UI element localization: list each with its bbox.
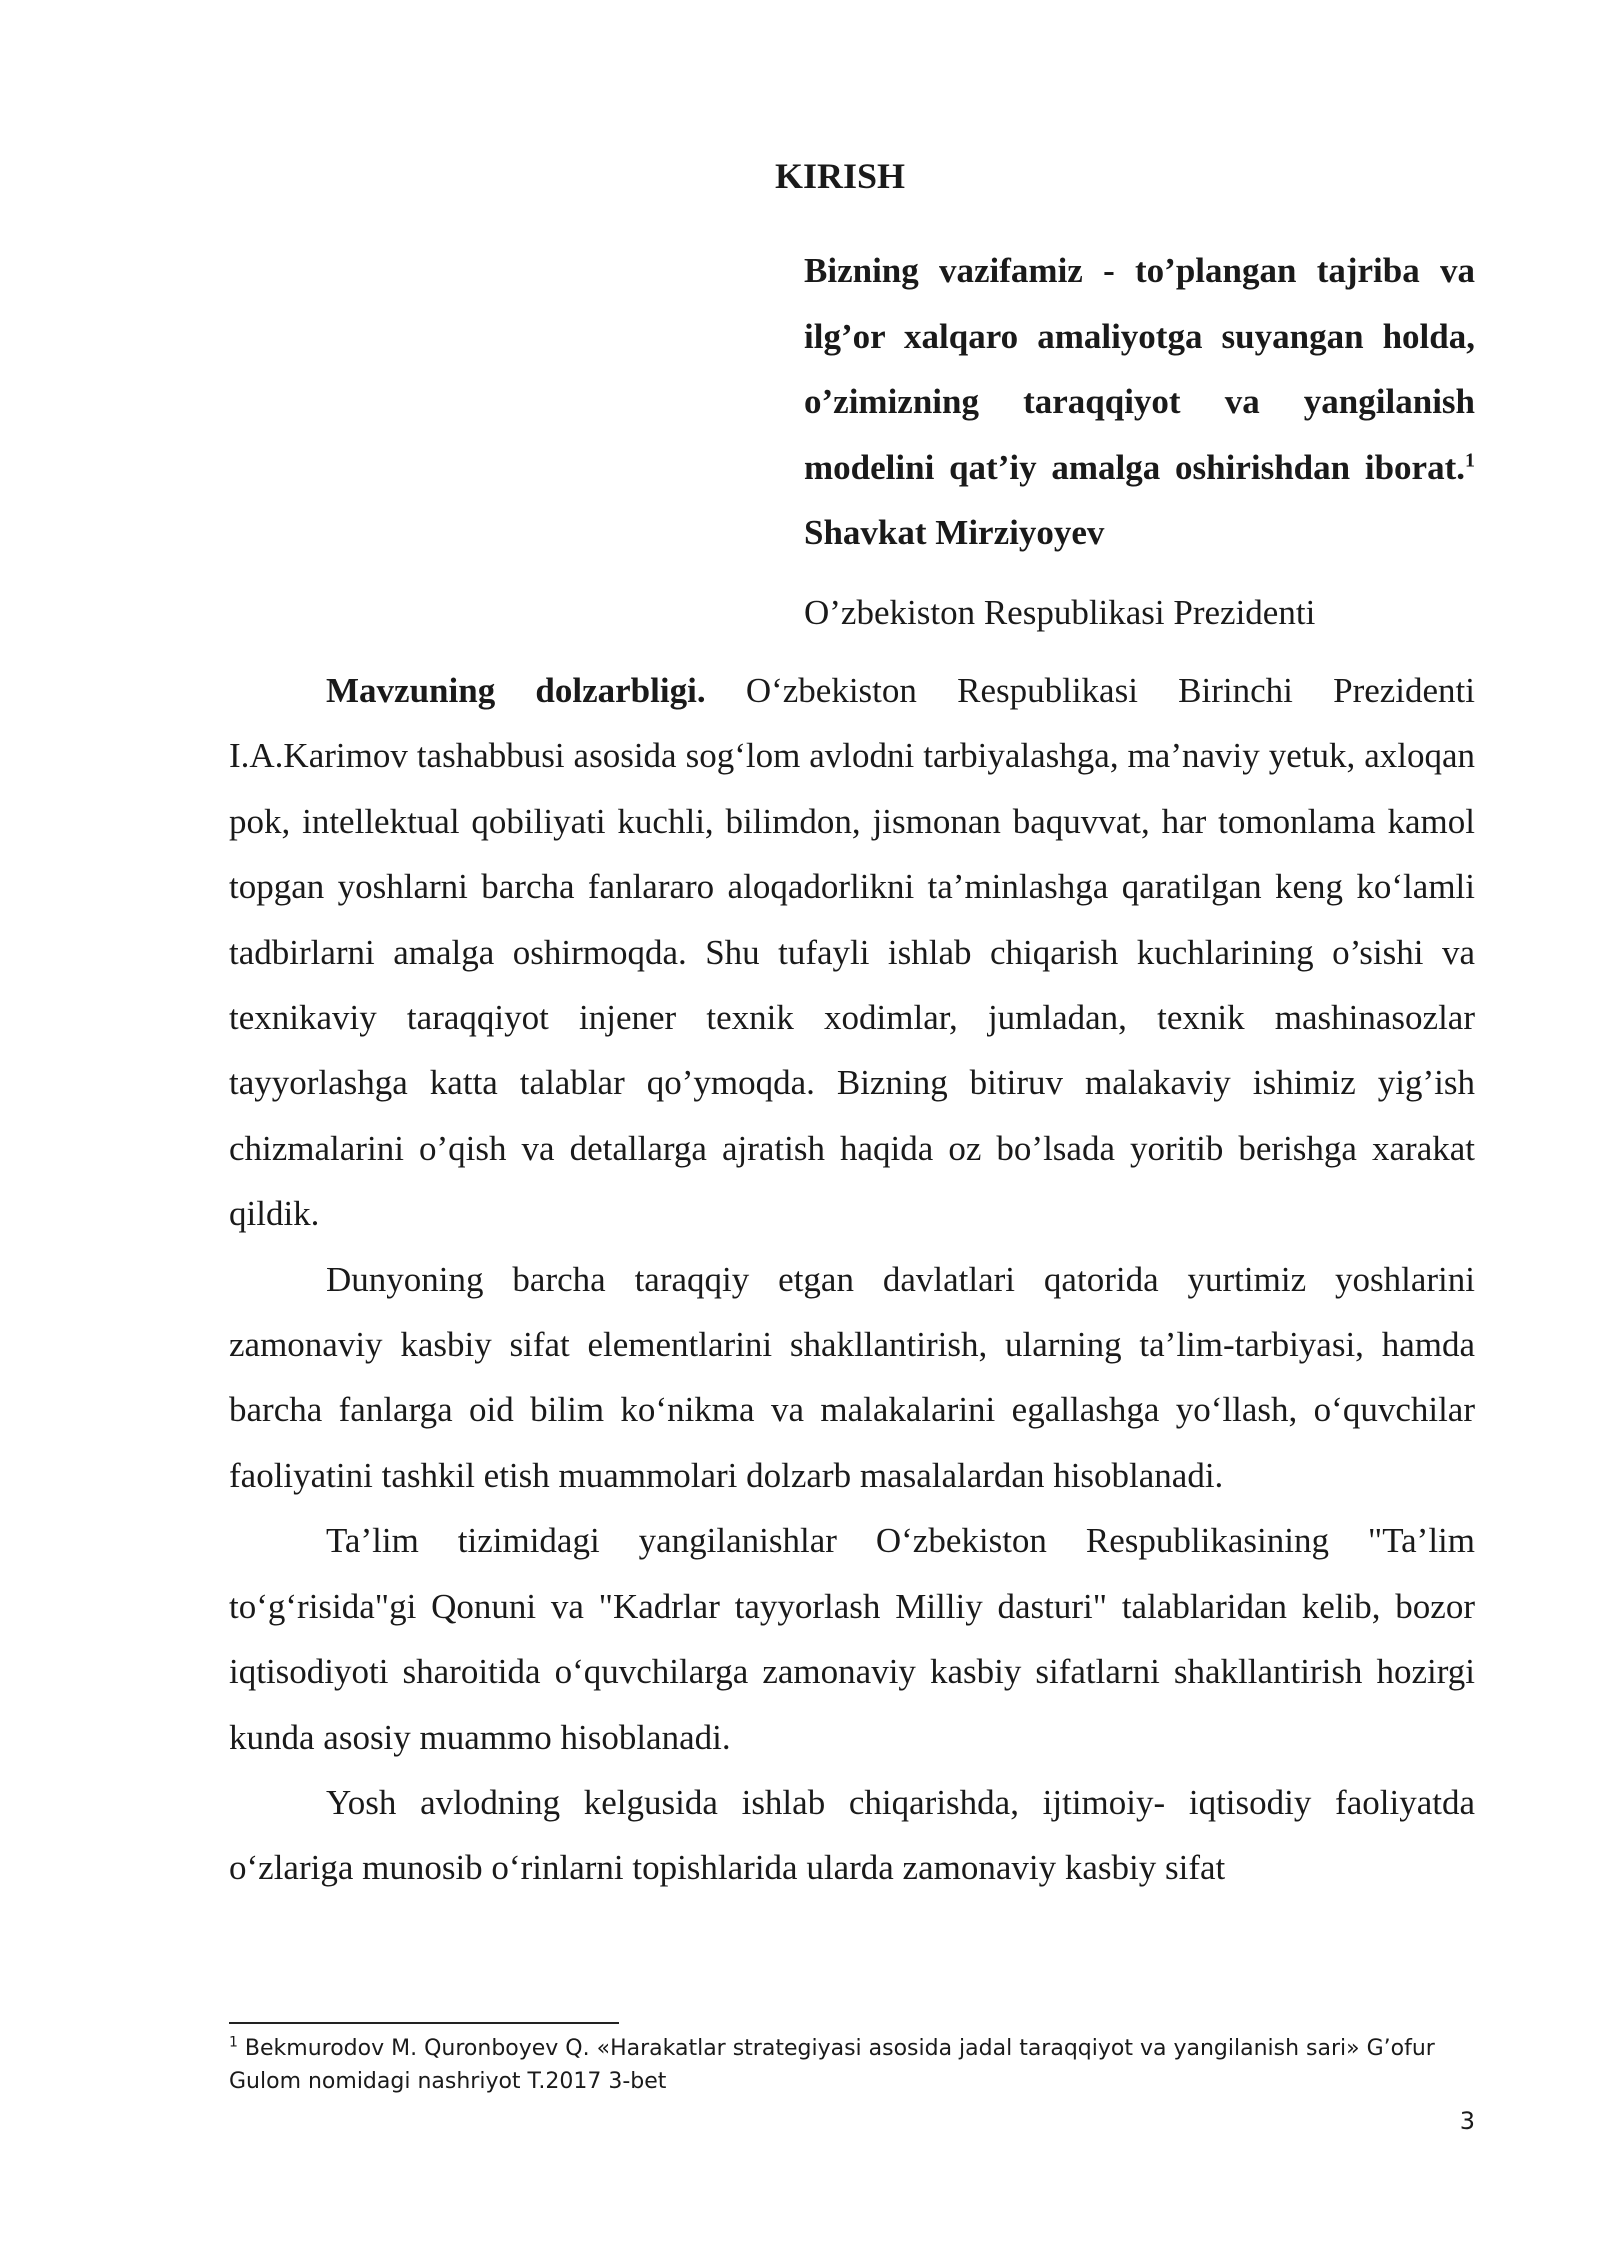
epigraph-text: Bizning vazifamiz - to’plangan tajriba va ilg’or xalqaro amaliyotga suyangan holda, o’zimizning taraqqiyot va yangilanish modelini qat’iy amalga oshirishdan iborat. [804,251,1475,487]
section-title: KIRISH [774,156,906,196]
paragraph: Ta’lim tizimidagi yangilanishlar O‘zbekiston Respublikasining "Ta’lim to‘g‘risida"gi Qonuni va "Kadrlar tayyorlash Milliy dasturi" talablaridan kelib, bozor iqtisodiyoti sharoitida o‘quvchilarga zamonaviy kasbiy sifatlarni shakllantirish hozirgi kunda asosiy muammo hisoblanadi. [229,1521,1475,1757]
footnote-marker: 1 [229,2034,238,2051]
page-number: 3 [1459,2107,1475,2135]
epigraph-footnote-marker: 1 [1465,448,1475,471]
epigraph-author-role: O’zbekiston Respublikasi Prezidenti [804,593,1316,632]
paragraph-relevance [229,658,1475,1247]
epigraph-quote [804,238,1475,566]
footnote [229,2032,1475,2098]
paragraph-lead: Mavzuning dolzarbligi. [326,671,706,710]
paragraph-text: O‘zbekiston Respublikasi Birinchi Prezidenti I.A.Karimov tashabbusi asosida sog‘lom avlodni tarbiyalashga, ma’naviy yetuk, axloqan pok, intellektual qobiliyati kuchli, bilimdon, jismonan baquvvat, har tomonlama kamol topgan yoshlarni barcha fanlararo aloqadorlikni ta’minlashga qaratilgan keng ko‘lamli tadbirlarni amalga oshirmoqda. Shu tufayli ishlab chiqarish kuchlarining o’sishi va texnikaviy taraqqiyot injener texnik xodimlar, jumladan, texnik mashinasozlar tayyorlashga katta talablar qo’ymoqda. Bizning bitiruv malakaviy ishimiz yig’ish chizmalarini o’qish va detallarga ajratish haqida oz bo’lsada yoritib berishga xarakat qildik. [229,671,1475,1234]
footnote-text: Bekmurodov M. Quronboyev Q. «Harakatlar strategiyasi asosida jadal taraqqiyot va yangilanish sari» G’ofur Gulom nomidagi nashriyot T.2017 3-bet [229,2036,1435,2094]
paragraph: Yosh avlodning kelgusida ishlab chiqarishda, ijtimoiy- iqtisodiy faoliyatda o‘zlariga munosib o‘rinlarni topishlarida ularda zamonaviy kasbiy sifat [229,1782,1475,1888]
body-text [229,658,1475,1901]
footnote-separator [229,2022,619,2024]
epigraph-author: Shavkat Mirziyoyev [804,513,1105,552]
paragraph: Dunyoning barcha taraqqiy etgan davlatlari qatorida yurtimiz yoshlarini zamonaviy kasbiy sifat elementlarini shakllantirish, ularning ta’lim-tarbiyasi, hamda barcha fanlarga oid bilim ko‘nikma va malakalarini egallashga yo‘llash, o‘quvchilar faoliyatini tashkil etish muammolari dolzarb masalalardan hisoblanadi. [229,1259,1475,1495]
